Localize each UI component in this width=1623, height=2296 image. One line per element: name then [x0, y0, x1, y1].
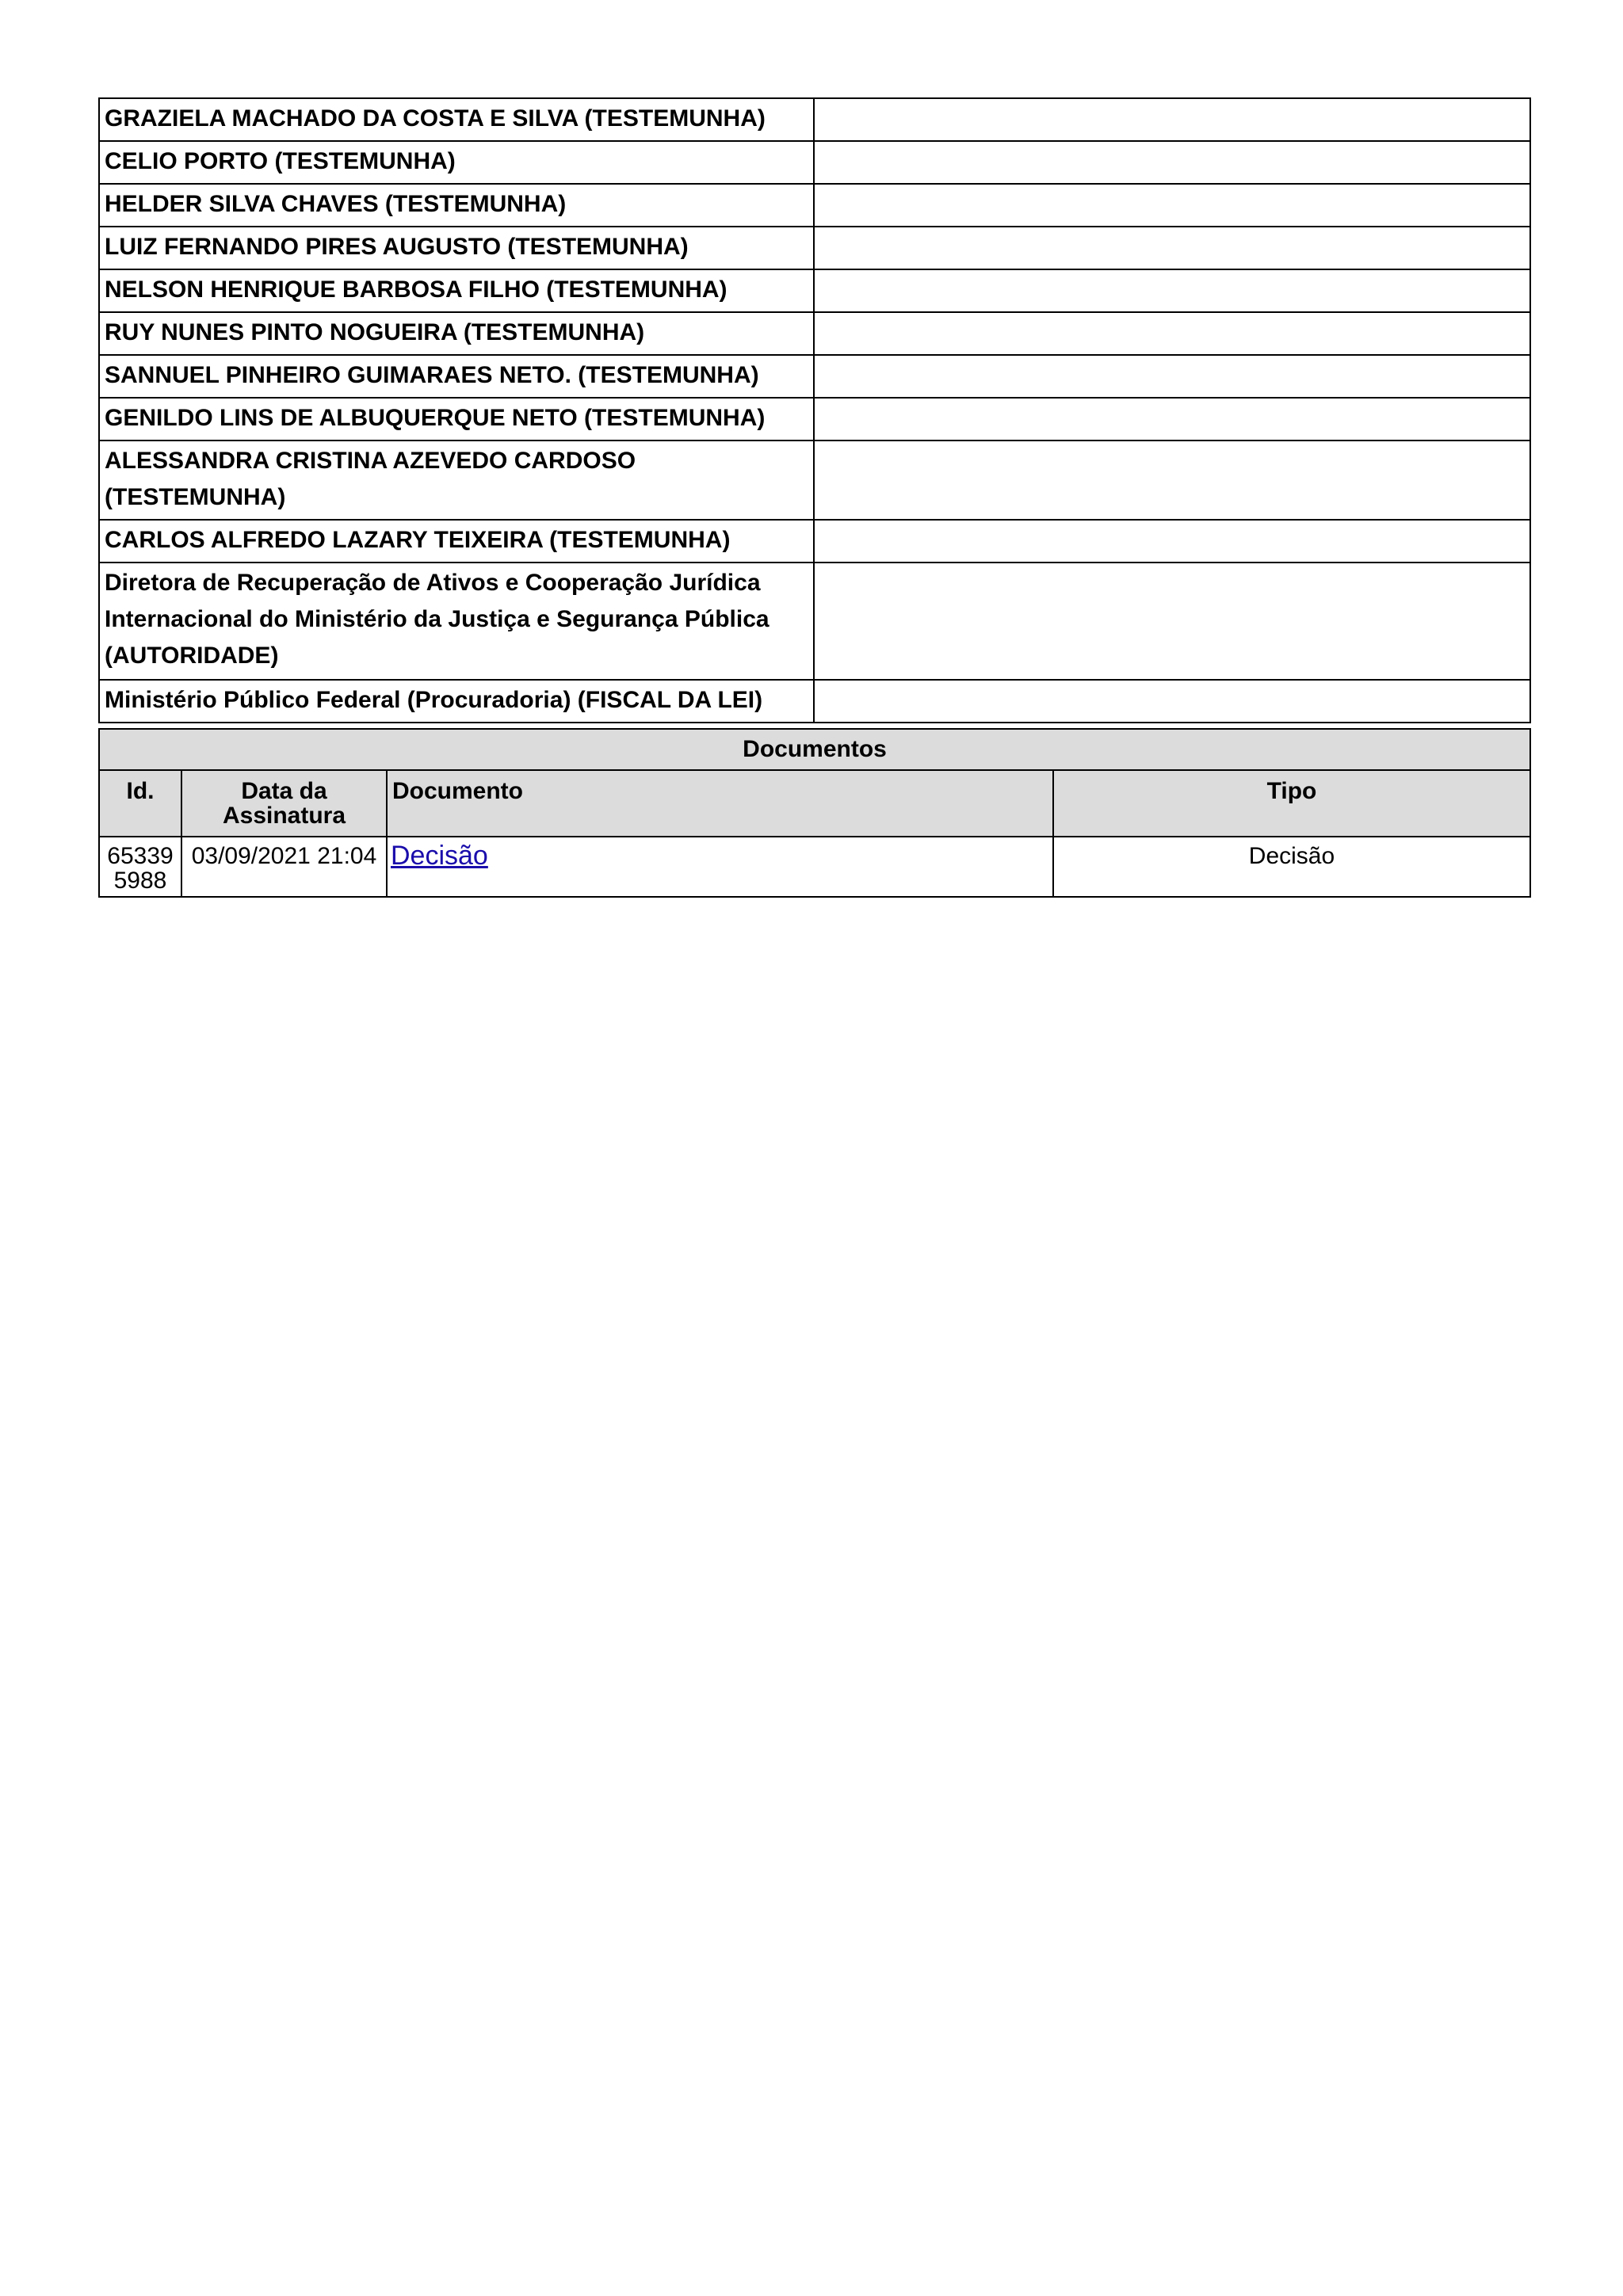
party-blank-cell — [814, 520, 1530, 563]
party-row — [99, 227, 1530, 269]
document-link[interactable]: Decisão — [391, 841, 488, 871]
column-header-date — [181, 770, 387, 837]
party-row — [99, 312, 1530, 355]
party-blank-cell — [814, 141, 1530, 184]
party-name: GRAZIELA MACHADO DA COSTA E SILVA (TESTEMUNHA) — [99, 98, 814, 141]
party-blank-cell — [814, 98, 1530, 141]
documents-table — [98, 728, 1531, 898]
column-header-date-line1: Data da — [241, 778, 327, 804]
party-name: HELDER SILVA CHAVES (TESTEMUNHA) — [99, 184, 814, 227]
party-name: NELSON HENRIQUE BARBOSA FILHO (TESTEMUNHA) — [99, 269, 814, 312]
document-date: 03/09/2021 21:04 — [181, 837, 387, 897]
parties-table-body — [99, 98, 1530, 723]
parties-table — [98, 97, 1531, 723]
party-row — [99, 98, 1530, 141]
party-row — [99, 441, 1530, 520]
document-cell — [387, 837, 1053, 897]
column-header-document: Documento — [387, 770, 1053, 837]
column-header-date-line2: Assinatura — [222, 803, 346, 829]
party-name: ALESSANDRA CRISTINA AZEVEDO CARDOSO (TESTEMUNHA) — [99, 441, 814, 520]
party-row — [99, 563, 1530, 680]
party-blank-cell — [814, 269, 1530, 312]
document-id — [99, 837, 181, 897]
party-row — [99, 680, 1530, 723]
party-name: GENILDO LINS DE ALBUQUERQUE NETO (TESTEMUNHA) — [99, 398, 814, 441]
party-row — [99, 269, 1530, 312]
party-name: LUIZ FERNANDO PIRES AUGUSTO (TESTEMUNHA) — [99, 227, 814, 269]
party-blank-cell — [814, 441, 1530, 520]
party-blank-cell — [814, 563, 1530, 680]
party-row — [99, 398, 1530, 441]
documents-header-row — [99, 770, 1530, 837]
party-blank-cell — [814, 355, 1530, 398]
party-row — [99, 184, 1530, 227]
party-blank-cell — [814, 398, 1530, 441]
party-name: Ministério Público Federal (Procuradoria) (FISCAL DA LEI) — [99, 680, 814, 723]
party-row — [99, 520, 1530, 563]
party-blank-cell — [814, 680, 1530, 723]
document-page — [98, 97, 1529, 898]
table-row — [99, 837, 1530, 897]
party-blank-cell — [814, 184, 1530, 227]
party-name: SANNUEL PINHEIRO GUIMARAES NETO. (TESTEMUNHA) — [99, 355, 814, 398]
party-name: CARLOS ALFREDO LAZARY TEIXEIRA (TESTEMUNHA) — [99, 520, 814, 563]
documents-title-row — [99, 729, 1530, 770]
column-header-id: Id. — [99, 770, 181, 837]
document-type: Decisão — [1053, 837, 1530, 897]
party-blank-cell — [814, 227, 1530, 269]
column-header-type: Tipo — [1053, 770, 1530, 837]
document-id-line2: 5988 — [113, 868, 167, 894]
party-blank-cell — [814, 312, 1530, 355]
documents-title: Documentos — [99, 729, 1530, 770]
party-row — [99, 355, 1530, 398]
party-name: CELIO PORTO (TESTEMUNHA) — [99, 141, 814, 184]
party-name: Diretora de Recuperação de Ativos e Cooperação Jurídica Internacional do Ministério da Justiça e Segurança Pública (AUTORIDADE) — [99, 563, 814, 680]
party-row — [99, 141, 1530, 184]
party-name: RUY NUNES PINTO NOGUEIRA (TESTEMUNHA) — [99, 312, 814, 355]
document-id-line1: 65339 — [107, 843, 174, 869]
